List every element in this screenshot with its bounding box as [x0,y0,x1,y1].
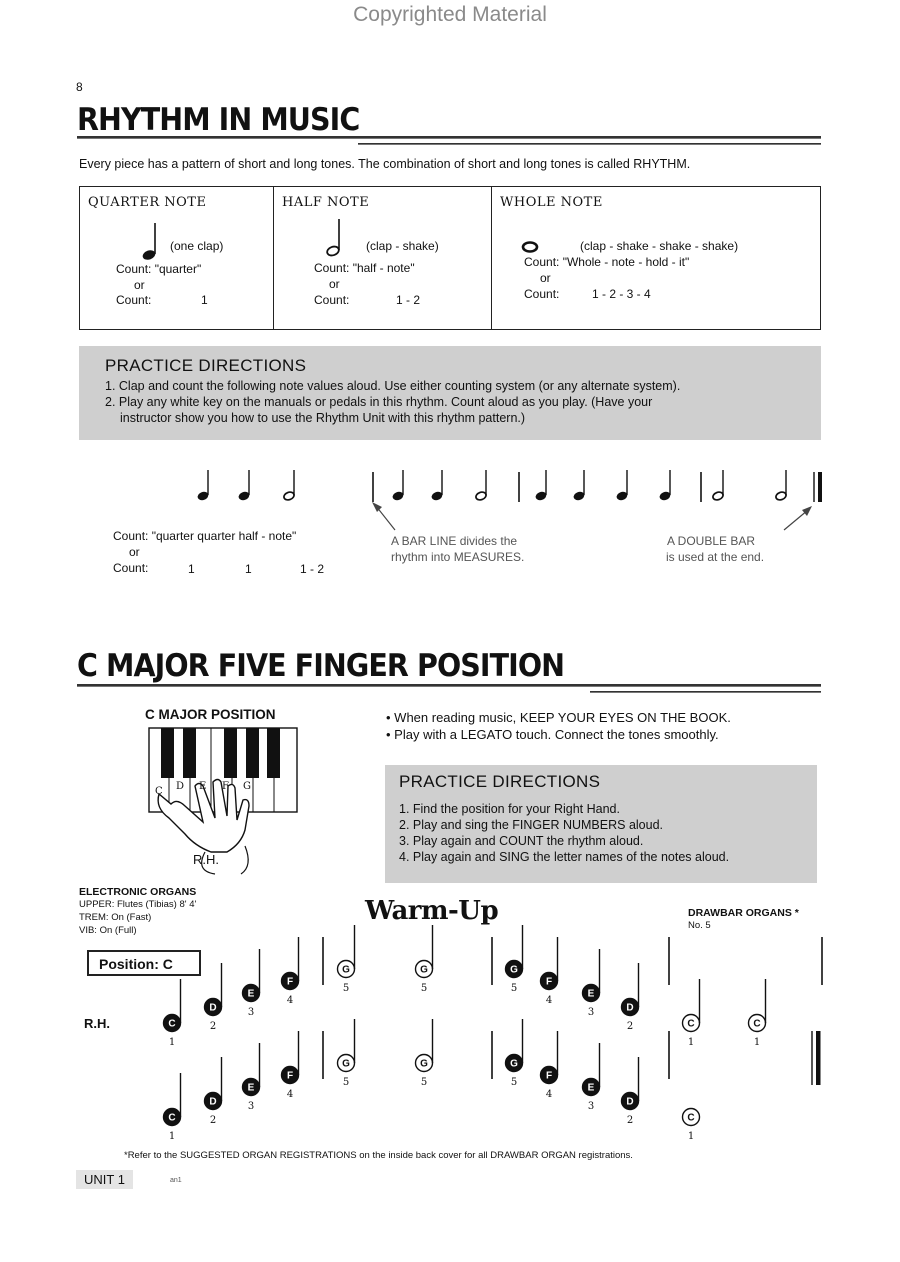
svg-text:C: C [687,1112,695,1124]
half-count1: Count: "half - note" [314,261,415,275]
whole-count1: Count: "Whole - note - hold - it" [524,255,690,269]
electronic-vib: VIB: On (Full) [79,925,137,936]
finger-number: 5 [510,983,518,994]
quarter-count2: Count: [116,293,152,307]
key-letter-e: E [199,781,207,792]
key-letter-c: C [155,786,163,797]
example-count1: Count: "quarter quarter half - note" [113,529,297,543]
half-num: 1 - 2 [396,293,421,307]
warmup-note [164,1073,181,1126]
finger-number: 1 [687,1037,695,1048]
practice-line-3: instructor show you how to use the Rhythm Unit with this rhythm pattern.) [120,411,526,425]
finger-number: 4 [545,995,553,1006]
unit-label: UNIT 1 [76,1170,133,1189]
svg-text:E: E [247,1082,255,1094]
svg-text:D: D [626,1002,634,1014]
rh-label: R.H. [84,1016,110,1031]
svg-text:F: F [545,1070,553,1082]
key-letter-f: F [222,781,229,792]
bar-line-note-1: A BAR LINE divides the [391,534,518,548]
quarter-note [534,470,547,502]
finger-number: 5 [420,983,428,994]
warmup-note [541,937,558,990]
bullet-eyes: • When reading music, KEEP YOUR EYES ON THE BOOK. [386,710,731,725]
finger-number: 1 [168,1037,176,1048]
half-note [775,470,787,501]
svg-text:C: C [168,1112,176,1124]
title-rule [77,136,821,139]
example-or: or [129,545,140,559]
whole-note-icon [522,241,542,255]
finger-number: 3 [587,1101,595,1112]
svg-text:G: G [342,964,350,976]
cmajor-rule-2 [590,691,821,693]
quarter-note-title: QUARTER NOTE [88,195,207,210]
finger-number: 4 [286,995,294,1006]
bar-line-note-2: rhythm into MEASURES. [391,550,525,564]
warmup-note [622,963,639,1016]
warmup-note [416,1019,433,1072]
warmup-note [506,925,523,978]
svg-text:G: G [420,1058,428,1070]
copyright-watermark: Copyrighted Material [353,3,547,26]
electronic-organs-title: ELECTRONIC ORGANS [79,886,197,898]
quarter-note-icon [142,221,162,261]
example-n3: 1 - 2 [300,562,325,576]
svg-text:C: C [753,1018,761,1030]
double-bar-line [812,1031,821,1085]
finger-number: 3 [587,1007,595,1018]
warmup-note [622,1057,639,1110]
whole-note-cell [492,187,822,329]
footer-code: an1 [170,1177,182,1184]
keyboard-hand-diagram [145,726,305,876]
cmajor-title: C MAJOR FIVE FINGER POSITION [77,648,565,684]
rhythm-intro: Every piece has a pattern of short and long tones. The combination of short and long tones is called RHYTHM. [79,157,691,171]
half-note [283,470,295,501]
whole-clap: (clap - shake - shake - shake) [580,239,739,253]
warmup-note [583,1043,600,1096]
finger-number: 2 [626,1115,634,1126]
warmup-note [205,1057,222,1110]
svg-text:E: E [587,1082,595,1094]
cmajor-rule [77,684,821,687]
whole-count2: Count: [524,287,560,301]
finger-number: 2 [209,1021,217,1032]
warmup-note [164,979,181,1032]
practice-title: PRACTICE DIRECTIONS [105,356,307,375]
half-note-cell [274,187,492,329]
finger-number: 5 [420,1077,428,1088]
svg-text:C: C [687,1018,695,1030]
warmup-note [338,1019,355,1072]
hand-label: R.H. [193,852,219,867]
warmup-note [506,1019,523,1072]
quarter-note [237,470,250,502]
warmup-note [683,979,700,1032]
half-count2: Count: [314,293,350,307]
half-note-title: HALF NOTE [282,195,370,210]
example-count2: Count: [113,561,149,575]
finger-number: 2 [209,1115,217,1126]
svg-text:F: F [545,976,553,988]
finger-number: 1 [687,1131,695,1142]
double-bar-note-2: is used at the end. [666,550,765,564]
svg-text:E: E [587,988,595,1000]
quarter-note [430,470,443,502]
title-rule-2 [358,143,821,145]
finger-number: 4 [545,1089,553,1100]
warmup-note [243,1043,260,1096]
practice2-title: PRACTICE DIRECTIONS [399,772,601,791]
double-bar-line [814,472,822,502]
warmup-note [749,979,766,1032]
position-box: Position: C [87,950,201,976]
footnote: *Refer to the SUGGESTED ORGAN REGISTRATIONS on the inside back cover for all DRAWBAR ORGAN registrations. [124,1150,633,1161]
half-clap: (clap - shake) [366,239,439,253]
warmup-note [205,963,222,1016]
svg-text:G: G [510,1058,518,1070]
page-number: 8 [76,80,83,94]
finger-number: 3 [247,1101,255,1112]
practice-directions-box-2 [385,765,817,883]
warmup-note [243,949,260,1002]
cmajor-position-label: C MAJOR POSITION [145,707,276,722]
svg-text:D: D [626,1096,634,1108]
quarter-note [391,470,404,502]
quarter-clap: (one clap) [170,239,224,253]
finger-number: 4 [286,1089,294,1100]
rhythm-title: RHYTHM IN MUSIC [77,102,360,138]
drawbar-no: No. 5 [688,920,711,931]
warmup-note [416,925,433,978]
warmup-note [583,949,600,1002]
practice2-line-1: 1. Find the position for your Right Hand. [399,802,620,816]
practice2-line-3: 3. Play again and COUNT the rhythm aloud. [399,834,644,848]
quarter-num: 1 [201,293,208,307]
annotation-arrows [0,500,900,540]
whole-nums: 1 - 2 - 3 - 4 [592,287,651,301]
example-n1: 1 [188,562,195,576]
quarter-count1: Count: "quarter" [116,262,202,276]
finger-number: 3 [247,1007,255,1018]
double-bar-note-1: A DOUBLE BAR [667,534,756,548]
half-or: or [329,277,340,291]
svg-text:F: F [286,976,294,988]
half-note [475,470,487,501]
warmup-note [683,1109,700,1126]
quarter-note [572,470,585,502]
note-values-table [79,186,821,330]
warmup-note [541,1031,558,1084]
practice-directions-box [79,346,821,440]
svg-text:G: G [342,1058,350,1070]
quarter-or: or [134,278,145,292]
bullet-legato: • Play with a LEGATO touch. Connect the tones smoothly. [386,727,719,742]
practice-line-2: 2. Play any white key on the manuals or pedals in this rhythm. Count aloud as you play. (Have your [105,395,653,409]
finger-number: 2 [626,1021,634,1032]
svg-text:E: E [247,988,255,1000]
whole-note-title: WHOLE NOTE [500,195,603,210]
drawbar-organs-title: DRAWBAR ORGANS * [688,907,799,919]
warmup-title: Warm-Up [365,896,499,926]
quarter-note [615,470,628,502]
svg-text:G: G [510,964,518,976]
warmup-note [282,1031,299,1084]
key-letter-d: D [176,781,185,792]
quarter-note [196,470,209,502]
half-note-icon [326,217,346,257]
quarter-note [658,470,671,502]
warmup-note [338,925,355,978]
whole-or: or [540,271,551,285]
finger-number: 5 [342,1077,350,1088]
quarter-note-cell [80,187,274,329]
bullet-legato-text: Play with a LEGATO touch. Connect the tones smoothly. [394,727,719,742]
bullet-eyes-text: When reading music, KEEP YOUR EYES ON THE BOOK. [394,710,731,725]
practice2-line-4: 4. Play again and SING the letter names of the notes aloud. [399,850,730,864]
svg-text:D: D [209,1002,217,1014]
finger-number: 1 [753,1037,761,1048]
warmup-note [282,937,299,990]
practice-line-1: 1. Clap and count the following note values aloud. Use either counting system (or any alternate system). [105,379,681,393]
practice2-line-2: 2. Play and sing the FINGER NUMBERS aloud. [399,818,664,832]
svg-text:C: C [168,1018,176,1030]
svg-text:D: D [209,1096,217,1108]
electronic-upper: UPPER: Flutes (Tibias) 8' 4' [79,899,197,910]
warmup-music [0,935,900,1142]
svg-text:G: G [420,964,428,976]
finger-number: 5 [342,983,350,994]
key-letter-g: G [243,781,251,792]
example-n2: 1 [245,562,252,576]
svg-text:F: F [286,1070,294,1082]
half-note [712,470,724,501]
finger-number: 5 [510,1077,518,1088]
electronic-trem: TREM: On (Fast) [79,912,152,923]
finger-number: 1 [168,1131,176,1142]
